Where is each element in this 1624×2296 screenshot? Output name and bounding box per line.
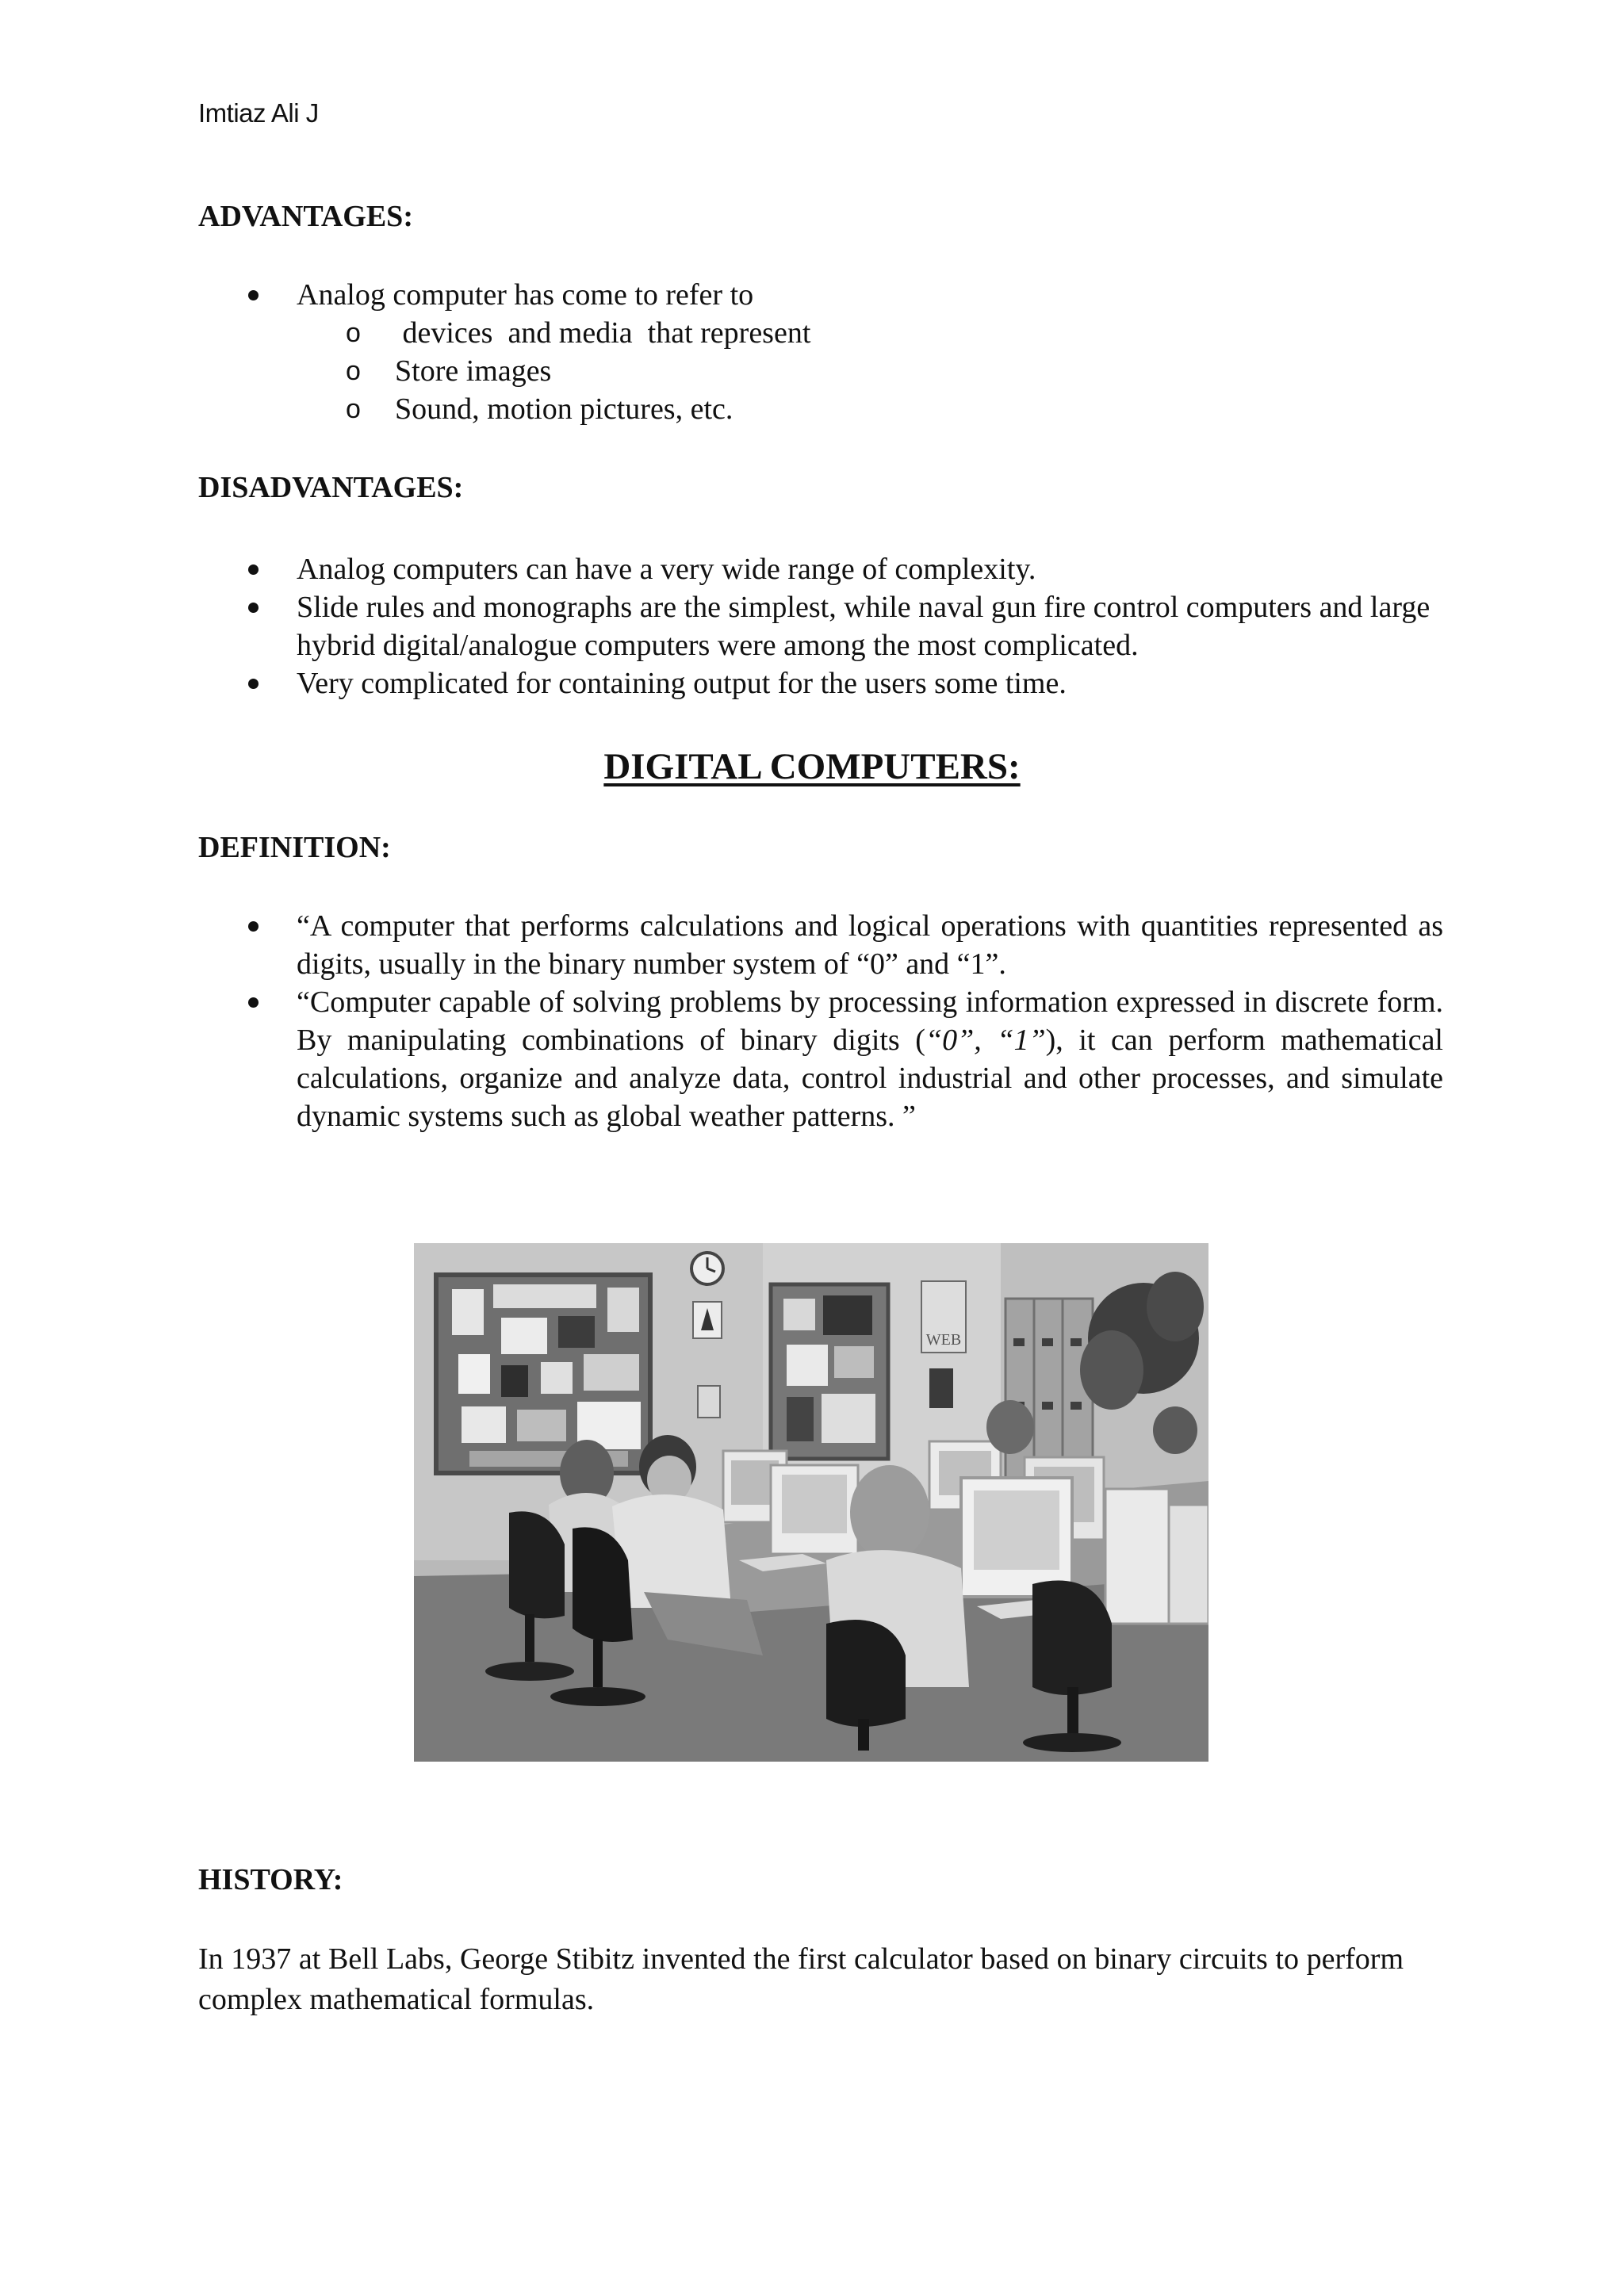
advantages-item <box>198 276 1435 428</box>
computer-lab-photo <box>414 1243 1208 1762</box>
advantages-subitem <box>297 352 1435 390</box>
definition-item: “A computer that performs calculations and logical operations with quantities represented as digits, usually in the binary number system of “0” and “1”. <box>198 907 1443 983</box>
disadvantages-item: Analog computers can have a very wide range of complexity. <box>198 550 1435 588</box>
disadvantages-item: Slide rules and monographs are the simplest, while naval gun fire control computers and large hybrid digital/analogue computers were among the most complicated. <box>198 588 1435 664</box>
definition-item <box>198 983 1443 1135</box>
section-title: DIGITAL COMPUTERS: <box>603 746 1021 787</box>
author-name: Imtiaz Ali J <box>198 98 319 128</box>
disadvantages-item: Very complicated for containing output for the users some time. <box>198 664 1435 702</box>
disadvantages-heading: DISADVANTAGES: <box>198 471 464 504</box>
advantages-sublist <box>297 314 1435 428</box>
advantages-subitem <box>297 390 1435 428</box>
sub-bullet-marker: o <box>346 318 361 348</box>
disadvantages-list <box>198 550 1435 702</box>
advantages-list <box>198 276 1435 428</box>
history-heading: HISTORY: <box>198 1863 343 1896</box>
definition-heading: DEFINITION: <box>198 831 391 864</box>
sub-bullet-marker: o <box>346 356 361 386</box>
definition-text: ), it can perform mathematical calculations, organize and analyze data, control industrial and other processes, and simulate dynamic systems such as global weather patterns. ” <box>297 1024 1443 1133</box>
advantages-subitem-text: Store images <box>395 354 552 388</box>
advantages-subitem <box>297 314 1435 352</box>
advantages-heading: ADVANTAGES: <box>198 200 413 233</box>
sub-bullet-marker: o <box>346 394 361 424</box>
binary-digits-text: “0”, “1” <box>925 1024 1046 1057</box>
history-paragraph: In 1937 at Bell Labs, George Stibitz invented the first calculator based on binary circuits to perform complex mathematical formulas. <box>198 1942 1404 2016</box>
advantages-subitem-text: devices and media that represent <box>395 316 811 350</box>
definition-text: “Computer capable of solving problems by processing information expressed in discrete form. By manipulating combinations of binary digits ( <box>297 985 1443 1057</box>
web-sign: WEB <box>925 1331 962 1349</box>
advantages-subitem-text: Sound, motion pictures, etc. <box>395 392 733 426</box>
advantages-item-text: Analog computer has come to refer to <box>297 278 754 312</box>
definition-list <box>198 907 1443 1135</box>
